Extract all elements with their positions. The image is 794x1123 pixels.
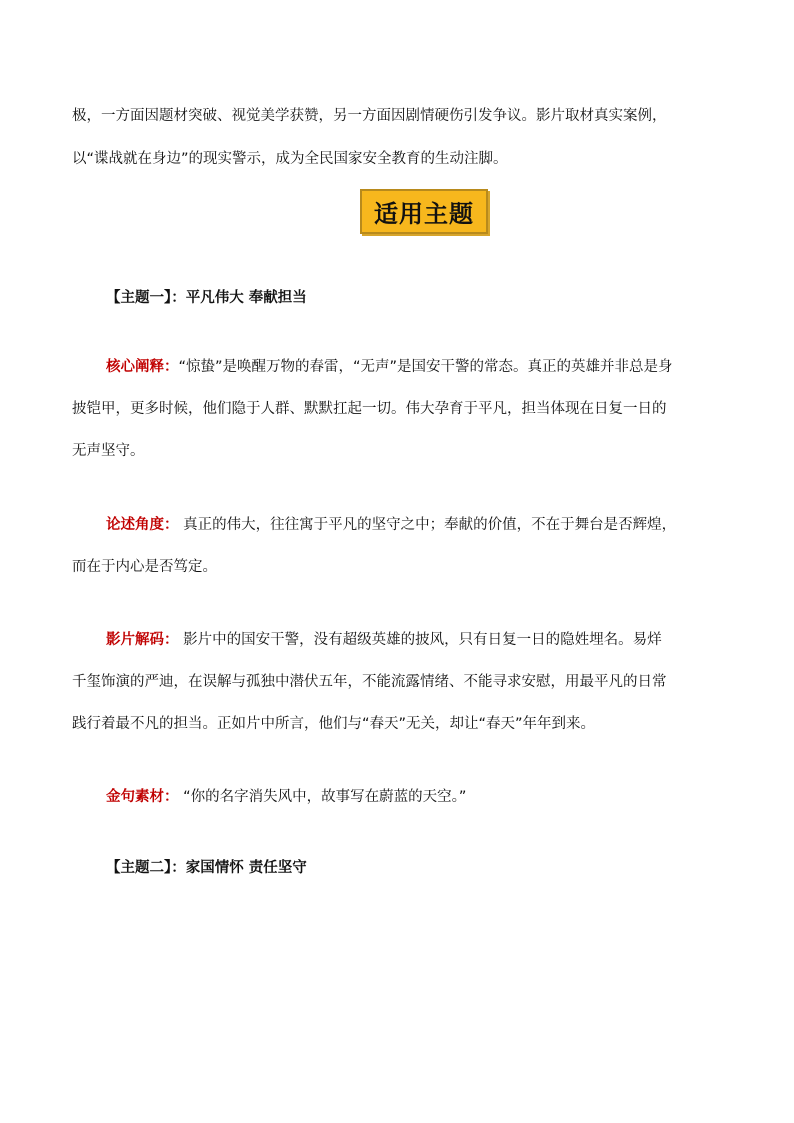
angle-text-1: 真正的伟大，往往寓于平凡的坚守之中；奉献的价值，不在于舞台是否辉煌，	[178, 517, 677, 533]
angle-label: 论述角度：	[106, 517, 179, 533]
core-label: 核心阐释：	[106, 359, 179, 375]
theme1-title: 【主题一】：平凡伟大 奉献担当	[106, 290, 307, 306]
angle-line-2: 而在于内心是否笃定。	[72, 559, 217, 575]
core-line-2: 披铠甲，更多时候，他们隐于人群、默默扛起一切。伟大孕育于平凡，担当体现在日复一日的	[72, 401, 667, 417]
intro-line-1: 极，一方面因题材突破、视觉美学获赞，另一方面因剧情硬伤引发争议。影片取材真实案例，	[72, 108, 667, 124]
film-line-1	[106, 630, 662, 650]
quote-text: “你的名字消失风中，故事写在蔚蓝的天空。”	[178, 789, 467, 805]
quote-label: 金句素材：	[106, 789, 179, 805]
section-heading-box	[360, 189, 488, 234]
section-heading: 适用主题	[374, 200, 474, 228]
quote-line	[106, 787, 466, 807]
film-label: 影片解码：	[106, 632, 179, 648]
film-line-3: 践行着最不凡的担当。正如片中所言，他们与“春天”无关，却让“春天”年年到来。	[72, 716, 596, 732]
angle-line-1	[106, 515, 676, 535]
film-line-2: 千玺饰演的严迪，在误解与孤独中潜伏五年，不能流露情绪、不能寻求安慰，用最平凡的日常	[72, 674, 667, 690]
theme2-title: 【主题二】：家国情怀 责任坚守	[106, 860, 307, 876]
film-text-1: 影片中的国安干警，没有超级英雄的披风，只有日复一日的隐姓埋名。易烊	[178, 632, 662, 648]
core-line-1	[106, 357, 673, 377]
intro-line-2: 以“谍战就在身边”的现实警示，成为全民国家安全教育的生动注脚。	[72, 151, 508, 167]
core-line-3: 无声坚守。	[72, 443, 145, 459]
core-text-1: “惊蛰”是唤醒万物的春雷，“无声”是国安干警的常态。真正的英雄并非总是身	[178, 359, 673, 375]
